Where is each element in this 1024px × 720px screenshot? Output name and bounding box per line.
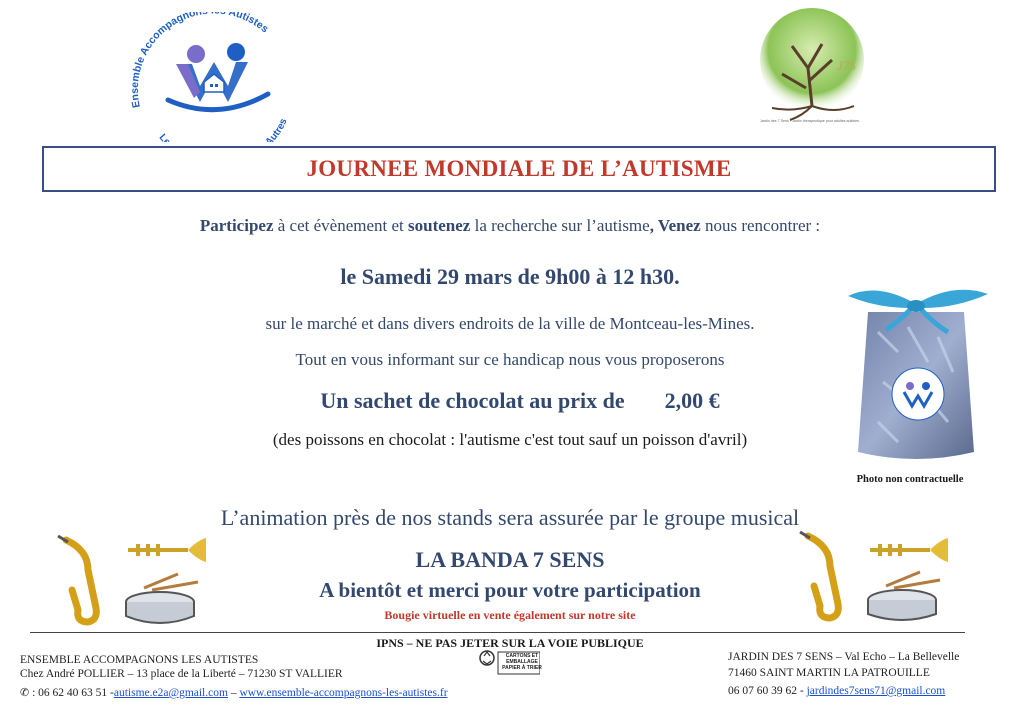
footer-right-contact — [728, 685, 945, 697]
garden-monogram: J7S — [837, 58, 856, 73]
footer-left-website-link[interactable]: www.ensemble-accompagnons-les-autistes.fr — [239, 687, 448, 699]
svg-text:Les Amis d'Olivier...et les Au — [157, 117, 290, 142]
music-instruments-icon — [48, 530, 213, 630]
garden-logo — [742, 8, 882, 126]
tree-logo-icon — [742, 8, 882, 126]
music-instruments-icon — [790, 526, 955, 626]
footer-left-phone: : 06 62 40 63 51 - — [32, 687, 114, 699]
candle-note: Bougie virtuelle en vente également sur notre site — [384, 608, 636, 622]
footer-left-separator: – — [227, 687, 240, 699]
chocolate-offer — [250, 388, 790, 414]
garden-logo-caption: Jardin des 7 Sens - Jardin thérapeutique pour adultes autistes — [760, 119, 859, 123]
photo-caption: Photo non contractuelle — [856, 474, 964, 485]
instruments-left — [48, 530, 213, 630]
footer-right-email-link[interactable]: jardindes7sens71@gmail.com — [806, 685, 946, 697]
footer-right-address: 71460 SAINT MARTIN LA PATROUILLE — [728, 667, 930, 679]
footer-left-org: ENSEMBLE ACCOMPAGNONS LES AUTISTES — [20, 654, 259, 666]
intro-soutenez: soutenez — [408, 216, 471, 235]
intro-line — [60, 216, 960, 236]
band-name: LA BANDA 7 SENS — [415, 547, 605, 572]
footer-right-org: JARDIN DES 7 SENS – Val Echo – La Bellevelle — [728, 651, 960, 663]
logo-arc-text-top: Ensemble Accompagno Autistes — [128, 12, 271, 109]
intro-text-3: nous rencontrer : — [700, 216, 821, 235]
chocolate-bag-icon — [838, 282, 994, 472]
inform-line: Tout en vous informant sur ce handicap nous vous proposerons — [295, 350, 725, 369]
footer-left-address: Chez André POLLIER – 13 place de la Liberté – 71230 ST VALLIER — [20, 668, 343, 680]
animation-line: L’animation près de nos stands sera assurée par le groupe musical — [220, 505, 800, 530]
footer-divider — [30, 632, 965, 633]
footer-right-phone: 06 07 60 39 62 - — [728, 685, 807, 697]
offer-price: 2,00 € — [664, 388, 720, 413]
phone-icon: ✆ — [20, 686, 30, 699]
thanks-line: A bientôt et merci pour votre participation — [319, 578, 701, 602]
association-logo — [118, 12, 308, 142]
association-logo-icon — [118, 12, 308, 142]
intro-venez: , Venez — [649, 216, 701, 235]
intro-text-1: à cet évènement et — [273, 216, 409, 235]
instruments-right — [790, 526, 955, 626]
footer-left-contact — [20, 686, 448, 699]
page-title: JOURNEE MONDIALE DE L’AUTISME — [306, 156, 732, 181]
fish-note: (des poissons en chocolat : l'autisme c'est tout sauf un poisson d'avril) — [272, 430, 748, 449]
event-location: sur le marché et dans divers endroits de la ville de Montceau-les-Mines. — [265, 314, 755, 333]
intro-text-2: la recherche sur l’autisme — [470, 216, 650, 235]
intro-participez: Participez — [199, 216, 274, 235]
footer-left-email-link[interactable]: autisme.e2a@gmail.com — [113, 687, 228, 699]
ipns-notice: IPNS – NE PAS JETER SUR LA VOIE PUBLIQUE — [376, 636, 644, 650]
event-date: le Samedi 29 mars de 9h00 à 12 h30. — [340, 264, 680, 289]
chocolate-bag-photo — [838, 282, 994, 472]
offer-label: Un sachet de chocolat au prix de — [320, 388, 625, 413]
logo-arc-text-bottom: L Autres — [156, 117, 290, 142]
recycle-label: CARTONS ET EMBALLAGE PAPIER À TRIER — [502, 653, 542, 671]
